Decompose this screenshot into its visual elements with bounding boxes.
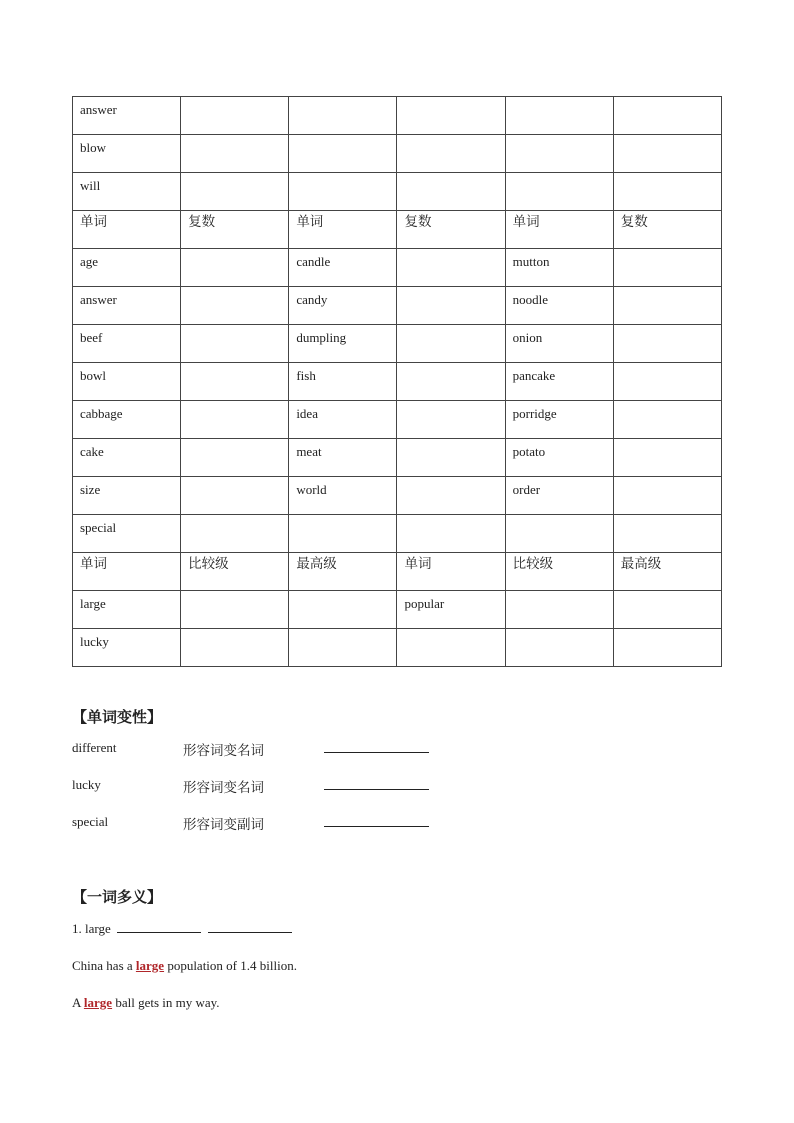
cell-text: candy: [296, 292, 328, 307]
cell-text: [296, 135, 396, 141]
cell-text: mutton: [512, 254, 550, 269]
answer-cell[interactable]: [613, 249, 721, 287]
cell-text: age: [80, 254, 99, 269]
cell-text: [621, 477, 721, 483]
cell-text: [513, 97, 613, 103]
cell-text: [621, 249, 721, 255]
cell-text: [296, 97, 396, 103]
answer-cell[interactable]: [397, 439, 505, 477]
answer-cell[interactable]: [181, 135, 289, 173]
cell-text: [188, 591, 288, 597]
cell-text: [404, 249, 504, 255]
answer-blank[interactable]: [324, 789, 429, 790]
cell-text: 比较级: [512, 556, 554, 572]
word-change-desc: 形容词变副词: [183, 817, 264, 833]
column-header-cell: [181, 553, 289, 591]
cell-text: world: [296, 482, 327, 497]
column-header-cell: [73, 553, 181, 591]
word-change-title: 【单词变性】: [72, 708, 163, 726]
table-row: [73, 249, 722, 287]
word-cell: [505, 401, 613, 439]
cell-text: potato: [512, 444, 546, 459]
column-header-cell: [397, 211, 505, 249]
cell-text: [621, 515, 721, 521]
cell-text: [404, 515, 504, 521]
answer-cell[interactable]: [289, 173, 397, 211]
answer-cell[interactable]: [613, 173, 721, 211]
cell-text: dumpling: [296, 330, 347, 345]
cell-text: [404, 287, 504, 293]
cell-text: [621, 135, 721, 141]
answer-cell[interactable]: [613, 439, 721, 477]
answer-cell[interactable]: [397, 515, 505, 553]
cell-text: cake: [80, 444, 104, 459]
cell-text: beef: [80, 330, 103, 345]
cell-text: [188, 629, 288, 635]
answer-cell[interactable]: [397, 135, 505, 173]
cell-text: size: [80, 482, 101, 497]
cell-text: [621, 97, 721, 103]
word-cell: [73, 287, 181, 325]
column-header-cell: [505, 553, 613, 591]
cell-text: [188, 325, 288, 331]
word-change-row-special: [72, 814, 472, 834]
cell-text: answer: [80, 102, 117, 117]
word-cell: [73, 591, 181, 629]
polysemy-item: [72, 921, 292, 937]
word-change-desc: 形容词变名词: [183, 780, 264, 796]
cell-text: 单词: [80, 214, 107, 230]
cell-text: [404, 439, 504, 445]
word-cell: [505, 249, 613, 287]
answer-cell[interactable]: [613, 135, 721, 173]
word-cell: [73, 97, 181, 135]
answer-cell[interactable]: [613, 363, 721, 401]
answer-cell[interactable]: [505, 97, 613, 135]
table-row: [73, 591, 722, 629]
cell-text: order: [512, 482, 541, 497]
cell-text: cabbage: [80, 406, 123, 421]
answer-cell[interactable]: [181, 173, 289, 211]
cell-text: lucky: [80, 634, 109, 649]
answer-cell[interactable]: [181, 439, 289, 477]
answer-cell[interactable]: [181, 629, 289, 667]
cell-text: [513, 591, 613, 597]
word-change-desc: 形容词变名词: [183, 743, 264, 759]
table-row: [73, 173, 722, 211]
sentence-text: population of 1.4 billion.: [164, 958, 297, 973]
cell-text: [513, 135, 613, 141]
answer-cell[interactable]: [289, 629, 397, 667]
table-row: [73, 325, 722, 363]
cell-text: 最高级: [296, 556, 337, 572]
word-cell: [505, 439, 613, 477]
word-cell: [505, 325, 613, 363]
answer-cell[interactable]: [505, 515, 613, 553]
answer-cell[interactable]: [505, 629, 613, 667]
word-cell: [505, 477, 613, 515]
word-cell: [73, 439, 181, 477]
cell-text: [188, 97, 288, 103]
table-row: [73, 515, 722, 553]
cell-text: [188, 515, 288, 521]
cell-text: [188, 249, 288, 255]
cell-text: [513, 629, 613, 635]
cell-text: 单词: [80, 556, 107, 572]
answer-cell[interactable]: [289, 515, 397, 553]
answer-blank[interactable]: [324, 752, 429, 753]
answer-cell[interactable]: [397, 173, 505, 211]
cell-text: blow: [80, 140, 106, 155]
table-row: [73, 477, 722, 515]
answer-cell[interactable]: [181, 287, 289, 325]
cell-text: onion: [512, 330, 543, 345]
highlight-word: large: [135, 958, 165, 973]
answer-cell[interactable]: [181, 477, 289, 515]
word-cell: [289, 249, 397, 287]
word-cell: [73, 173, 181, 211]
cell-text: fish: [296, 368, 316, 383]
cell-text: meat: [296, 444, 322, 459]
cell-text: bowl: [80, 368, 106, 383]
cell-text: [404, 135, 504, 141]
cell-text: 单词: [404, 556, 432, 572]
cell-text: [188, 135, 288, 141]
sentence-text: China has a: [72, 958, 136, 973]
cell-text: [621, 629, 721, 635]
cell-text: 复数: [404, 214, 432, 230]
answer-cell[interactable]: [397, 363, 505, 401]
cell-text: [621, 401, 721, 407]
cell-text: 最高级: [620, 556, 662, 572]
word-cell: [73, 325, 181, 363]
cell-text: 复数: [188, 214, 216, 230]
answer-cell[interactable]: [397, 401, 505, 439]
answer-cell[interactable]: [289, 591, 397, 629]
cell-text: 复数: [620, 214, 648, 230]
column-header-cell: [289, 553, 397, 591]
answer-cell[interactable]: [397, 97, 505, 135]
answer-cell[interactable]: [181, 325, 289, 363]
answer-cell[interactable]: [181, 515, 289, 553]
answer-cell[interactable]: [613, 287, 721, 325]
answer-cell[interactable]: [181, 401, 289, 439]
word-cell: [73, 401, 181, 439]
answer-blank[interactable]: [208, 922, 292, 933]
cell-text: [404, 97, 504, 103]
word-cell: [73, 477, 181, 515]
table-header-row: [73, 211, 722, 249]
cell-text: [513, 515, 613, 521]
cell-text: pancake: [512, 368, 556, 383]
column-header-cell: [181, 211, 289, 249]
answer-cell[interactable]: [289, 97, 397, 135]
cell-text: [296, 173, 396, 179]
example-sentence-1: [72, 958, 297, 974]
answer-cell[interactable]: [613, 325, 721, 363]
cell-text: [296, 591, 396, 597]
cell-text: [296, 515, 396, 521]
table-row: [73, 439, 722, 477]
cell-text: [404, 477, 504, 483]
sentence-text: A: [72, 995, 84, 1010]
cell-text: [621, 325, 721, 331]
answer-cell[interactable]: [181, 363, 289, 401]
cell-text: 单词: [296, 214, 324, 230]
highlight-word: large: [83, 995, 113, 1010]
word-cell: [505, 363, 613, 401]
example-sentence-2: [72, 995, 220, 1011]
answer-cell[interactable]: [613, 477, 721, 515]
cell-text: [188, 363, 288, 369]
table-row: [73, 97, 722, 135]
word-cell: [73, 629, 181, 667]
word-cell: [289, 287, 397, 325]
word-change-word: special: [72, 814, 109, 829]
word-cell: [289, 439, 397, 477]
cell-text: answer: [80, 292, 117, 307]
answer-cell[interactable]: [613, 591, 721, 629]
answer-cell[interactable]: [505, 173, 613, 211]
cell-text: [621, 363, 721, 369]
cell-text: 比较级: [188, 556, 229, 572]
word-cell: [73, 135, 181, 173]
cell-text: [621, 591, 721, 597]
answer-cell[interactable]: [289, 135, 397, 173]
table-row: [73, 401, 722, 439]
cell-text: [188, 439, 288, 445]
table-row: [73, 629, 722, 667]
word-cell: [73, 363, 181, 401]
table-header-row: [73, 553, 722, 591]
cell-text: [188, 287, 288, 293]
word-cell: [505, 287, 613, 325]
sentence-text: ball gets in my way.: [112, 995, 220, 1010]
cell-text: special: [80, 520, 117, 535]
answer-cell[interactable]: [181, 591, 289, 629]
word-cell: [289, 401, 397, 439]
cell-text: [621, 287, 721, 293]
table-row: [73, 363, 722, 401]
cell-text: [404, 363, 504, 369]
cell-text: [513, 173, 613, 179]
cell-text: [404, 629, 504, 635]
cell-text: [404, 401, 504, 407]
answer-cell[interactable]: [397, 477, 505, 515]
cell-text: large: [80, 596, 106, 611]
cell-text: [404, 173, 504, 179]
answer-cell[interactable]: [397, 287, 505, 325]
answer-cell[interactable]: [613, 629, 721, 667]
word-change-row-different: [72, 740, 472, 760]
word-change-word: lucky: [72, 777, 101, 792]
cell-text: candle: [296, 254, 331, 269]
cell-text: popular: [404, 596, 445, 611]
column-header-cell: [505, 211, 613, 249]
answer-blank[interactable]: [324, 826, 429, 827]
table-row: [73, 135, 722, 173]
answer-cell[interactable]: [613, 515, 721, 553]
polysemy-title: 【一词多义】: [72, 888, 163, 906]
column-header-cell: [613, 211, 721, 249]
cell-text: will: [80, 178, 101, 193]
answer-cell[interactable]: [505, 591, 613, 629]
column-header-cell: [289, 211, 397, 249]
answer-cell[interactable]: [181, 249, 289, 287]
table-row: [73, 287, 722, 325]
column-header-cell: [397, 553, 505, 591]
column-header-cell: [613, 553, 721, 591]
cell-text: [621, 439, 721, 445]
cell-text: noodle: [512, 292, 549, 307]
cell-text: porridge: [512, 406, 557, 421]
word-cell: [73, 249, 181, 287]
word-cell: [289, 325, 397, 363]
answer-blank[interactable]: [117, 922, 201, 933]
cell-text: idea: [296, 406, 318, 421]
cell-text: [188, 477, 288, 483]
cell-text: [296, 629, 396, 635]
word-cell: [73, 515, 181, 553]
vocabulary-table: [72, 96, 722, 667]
word-change-row-lucky: [72, 777, 472, 797]
cell-text: [188, 173, 288, 179]
column-header-cell: [73, 211, 181, 249]
word-cell: [289, 363, 397, 401]
cell-text: [404, 325, 504, 331]
cell-text: [188, 401, 288, 407]
cell-text: [621, 173, 721, 179]
polysemy-item-label: 1. large: [72, 921, 111, 936]
word-cell: [397, 591, 505, 629]
word-cell: [289, 477, 397, 515]
answer-cell[interactable]: [397, 629, 505, 667]
answer-cell[interactable]: [181, 97, 289, 135]
answer-cell[interactable]: [613, 97, 721, 135]
cell-text: 单词: [512, 214, 540, 230]
answer-cell[interactable]: [397, 249, 505, 287]
answer-cell[interactable]: [505, 135, 613, 173]
answer-cell[interactable]: [397, 325, 505, 363]
word-change-word: different: [72, 740, 117, 755]
answer-cell[interactable]: [613, 401, 721, 439]
